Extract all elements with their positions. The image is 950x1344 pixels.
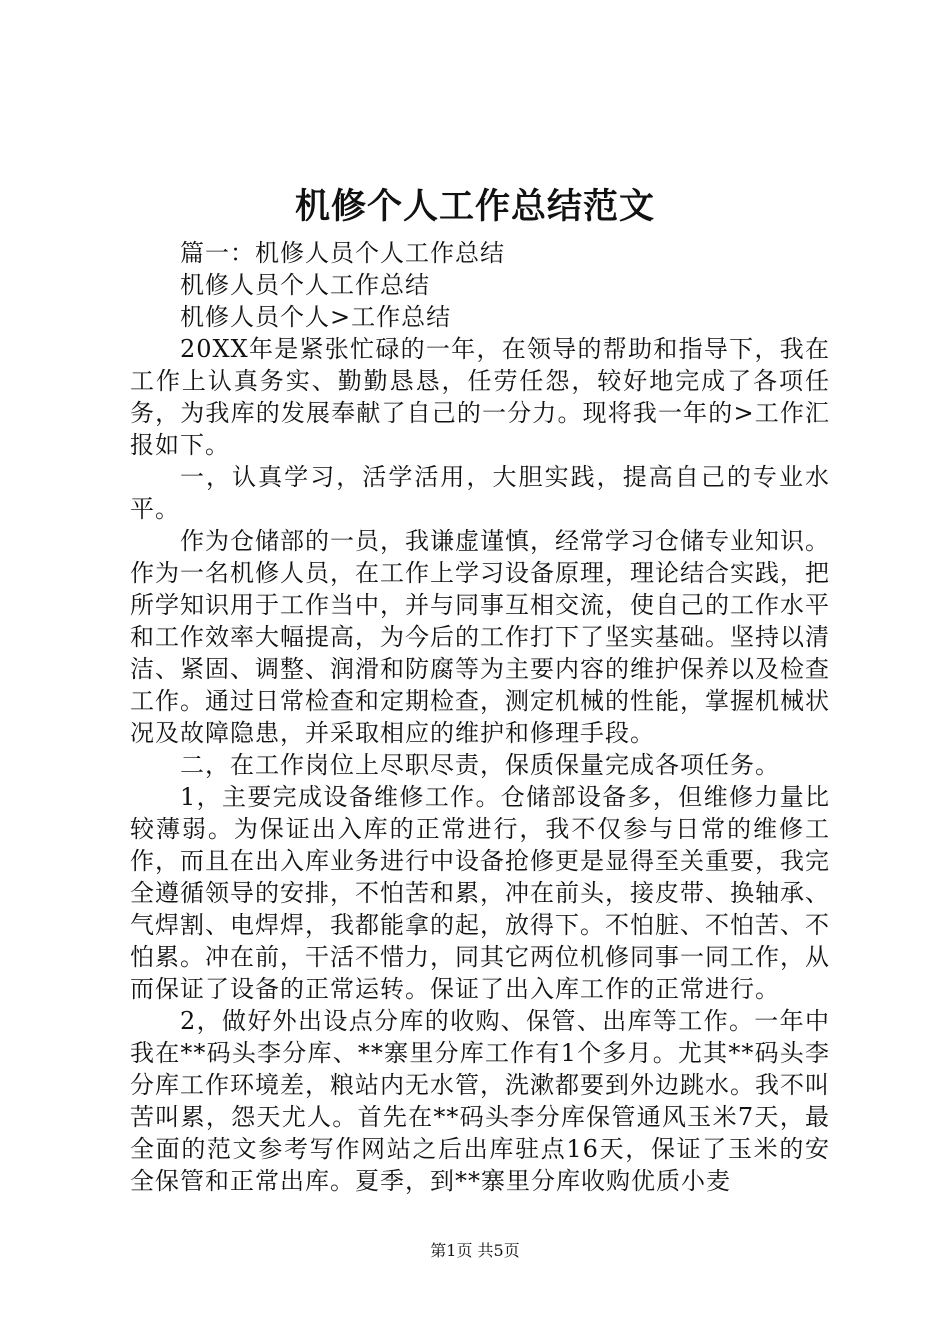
- paragraph: 篇一：机修人员个人工作总结: [180, 239, 505, 267]
- document-title: 机修个人工作总结范文: [294, 186, 655, 227]
- page-footer: 第1页 共5页: [430, 1241, 520, 1260]
- document-body: [130, 237, 830, 1197]
- paragraph: 机修人员个人工作总结: [180, 271, 430, 299]
- paragraph: 作为仓储部的一员，我谦虚谨慎，经常学习仓储专业知识。作为一名机修人员，在工作上学习设备原理，理论结合实践，把所学知识用于工作当中，并与同事互相交流，使自己的工作水平和工作效率大幅提高，为今后的工作打下了坚实基础。坚持以清洁、紧固、调整、润滑和防腐等为主要内容的维护保养以及检查工作。通过日常检查和定期检查，测定机械的性能，掌握机械状况及故障隐患，并采取相应的维护和修理手段。: [130, 527, 830, 747]
- section-heading: 一，认真学习，活学活用，大胆实践，提高自己的专业水平。: [130, 463, 830, 523]
- paragraph: 1，主要完成设备维修工作。仓储部设备多，但维修力量比较薄弱。为保证出入库的正常进行，我不仅参与日常的维修工作，而且在出入库业务进行中设备抢修更是显得至关重要，我完全遵循领导的安排，不怕苦和累，冲在前头，接皮带、换轴承、气焊割、电焊焊，我都能拿的起，放得下。不怕脏、不怕苦、不怕累。冲在前，干活不惜力，同其它两位机修同事一同工作，从而保证了设备的正常运转。保证了出入库工作的正常进行。: [130, 783, 830, 1003]
- section-heading: 二，在工作岗位上尽职尽责，保质保量完成各项任务。: [180, 751, 780, 779]
- paragraph: 20XX年是紧张忙碌的一年，在领导的帮助和指导下，我在工作上认真务实、勤勤恳恳，任劳任怨，较好地完成了各项任务，为我库的发展奉献了自己的一分力。现将我一年的>工作汇报如下。: [130, 335, 830, 459]
- paragraph: 机修人员个人>工作总结: [180, 303, 452, 331]
- paragraph: 2，做好外出设点分库的收购、保管、出库等工作。一年中我在**码头李分库、**寨里分库工作有1个多月。尤其**码头李分库工作环境差，粮站内无水管，洗漱都要到外边跳水。我不叫苦叫累，怨天尤人。首先在**码头李分库保管通风玉米7天，最全面的范文参考写作网站之后出库驻点16天，保证了玉米的安全保管和正常出库。夏季，到**寨里分库收购优质小麦: [130, 1007, 830, 1195]
